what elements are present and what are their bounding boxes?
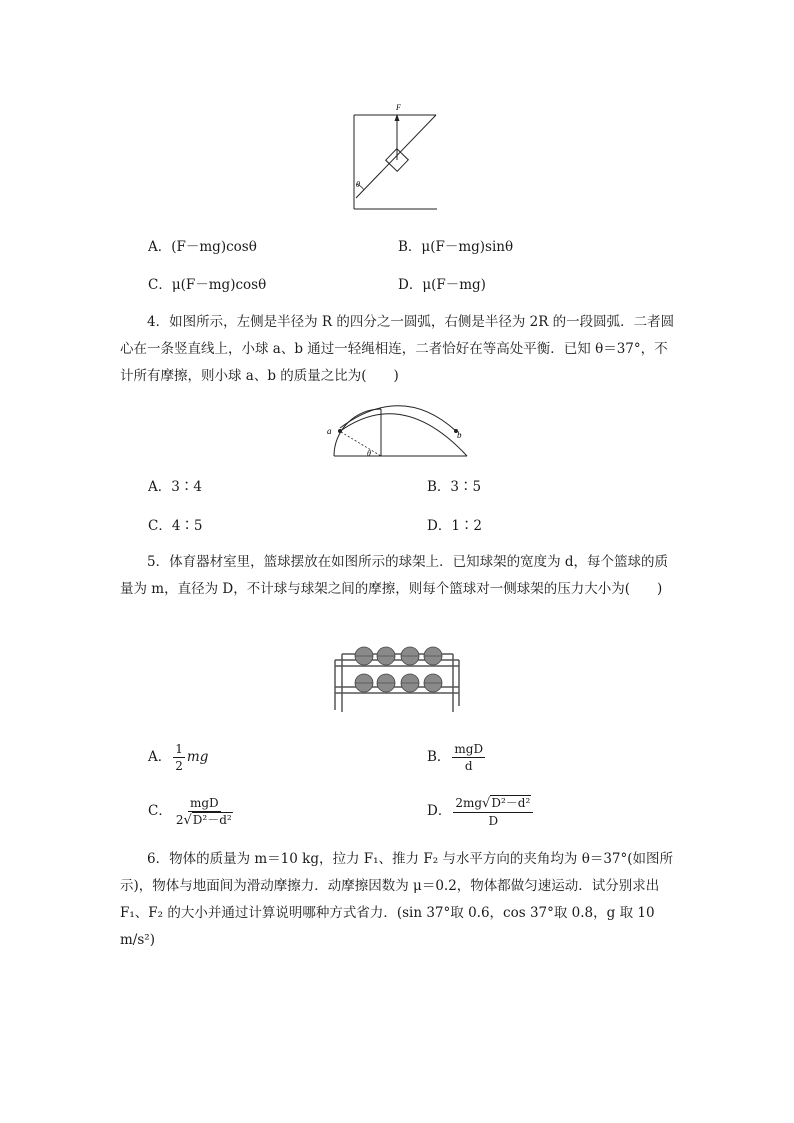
option-letter: A． bbox=[148, 479, 172, 495]
option-text: μ(F－mg)sinθ bbox=[421, 239, 514, 255]
option-letter: D． bbox=[427, 803, 452, 820]
option-letter: A． bbox=[148, 239, 172, 255]
question-6-text: 6．物体的质量为 m＝10 kg，拉力 F₁、推力 F₂ 与水平方向的夹角均为 θ＝37°(如图所示)，物体与地面间为滑动摩擦力．动摩擦因数为 μ＝0.2，物体都做匀速运动．试分别求出 F₁、F₂ 的大小并通过计算说明哪种方式省力．(sin 37°取 0.6，cos 37°取 0.8，g 取 10 m/s²) bbox=[120, 851, 674, 948]
option-letter: B． bbox=[427, 748, 451, 765]
option-c[interactable] bbox=[148, 279, 266, 293]
label-theta: θ bbox=[367, 449, 371, 458]
incline-figure bbox=[345, 100, 445, 215]
option-a[interactable] bbox=[148, 481, 202, 495]
option-d[interactable] bbox=[398, 279, 486, 293]
option-text: 3∶4 bbox=[171, 479, 202, 495]
fraction: $\frac{\text{2mg√D²－d²}}{D}$ bbox=[453, 796, 533, 828]
basketball-rack-figure bbox=[330, 640, 465, 715]
option-text: 1∶2 bbox=[451, 518, 483, 534]
question-5-text: 5．体育器材室里，篮球摆放在如图所示的球架上．已知球架的宽度为 d，每个篮球的质量为 m，直径为 D，不计球与球架之间的摩擦，则每个篮球对一侧球架的压力大小为( ) bbox=[120, 554, 669, 597]
option-d[interactable] bbox=[427, 520, 482, 534]
angle-label: θ bbox=[356, 180, 360, 189]
fraction: $\frac{\text{mgD}}{\text{2√D²－d²}}$ bbox=[175, 796, 232, 828]
option-letter: B． bbox=[427, 479, 451, 495]
fraction: $\frac{\text{mgD}}{d}$ bbox=[454, 742, 484, 773]
option-letter: D． bbox=[427, 518, 452, 534]
incline-line bbox=[356, 115, 436, 198]
ball-a bbox=[338, 429, 342, 433]
option-d[interactable] bbox=[427, 796, 535, 828]
option-letter: C． bbox=[148, 518, 172, 534]
option-b[interactable] bbox=[427, 742, 487, 773]
option-letter: C． bbox=[148, 803, 172, 820]
label-a: a bbox=[327, 426, 332, 436]
option-c[interactable] bbox=[148, 520, 203, 534]
option-letter: B． bbox=[398, 239, 422, 255]
option-text: 3∶5 bbox=[450, 479, 482, 495]
option-a[interactable]: A． $\frac{1}{2}$ mg bbox=[148, 742, 209, 773]
option-a[interactable] bbox=[148, 241, 257, 255]
option-c[interactable] bbox=[148, 796, 237, 828]
force-label: F bbox=[396, 103, 401, 112]
fraction: $\frac{1}{2}$ bbox=[175, 742, 183, 773]
option-letter: A． bbox=[148, 748, 172, 765]
arc-figure bbox=[322, 398, 474, 460]
question-4-text: 4．如图所示，左侧是半径为 R 的四分之一圆弧，右侧是半径为 2R 的一段圆弧．二者圆心在一条竖直线上，小球 a、b 通过一轻绳相连，二者恰好在等高处平衡．已知 θ＝37°，不计所有摩擦，则小球 a、b 的质量之比为( ) bbox=[120, 314, 675, 384]
option-b[interactable] bbox=[398, 241, 513, 255]
rope bbox=[340, 406, 456, 431]
option-b[interactable] bbox=[427, 481, 481, 495]
option-letter: C． bbox=[148, 277, 172, 293]
option-text: (F－mg)cosθ bbox=[171, 239, 257, 255]
option-text: μ(F－mg) bbox=[422, 277, 486, 293]
option-letter: D． bbox=[398, 277, 423, 293]
label-b: b bbox=[457, 430, 462, 440]
option-text: μ(F－mg)cosθ bbox=[171, 277, 267, 293]
option-text: 4∶5 bbox=[171, 518, 203, 534]
